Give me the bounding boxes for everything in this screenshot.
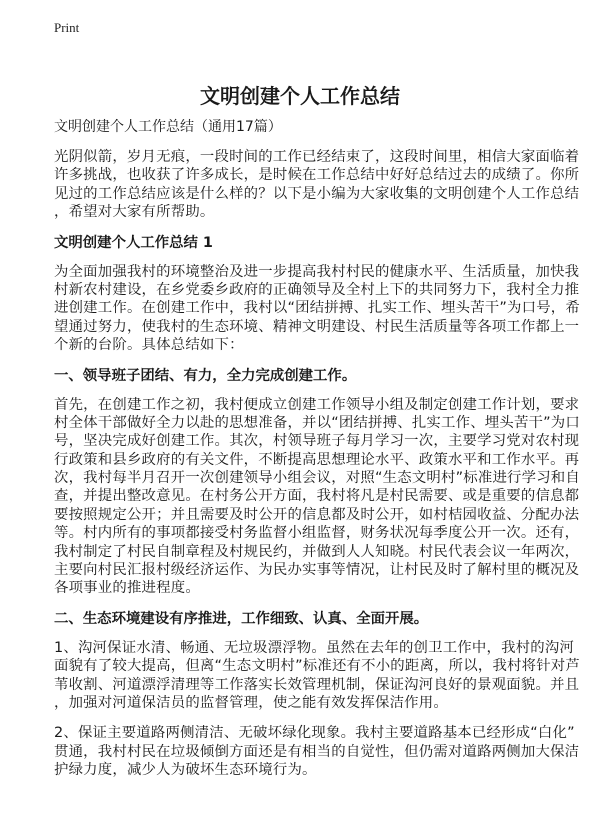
text-line: 苇收割、河道漂浮清理等工作落实长效管理机制，保证沟河良好的景观面貌。并且 — [54, 676, 580, 693]
text-line: 贯通，我村村民在垃圾倾倒方面还是有相当的自觉性，但仍需对道路两侧加大保洁 — [54, 743, 580, 760]
text-line: 我村制定了村民自制章程及村规民约，并做到人人知晓。村民代表会议一年两次， — [54, 543, 580, 560]
text-line: ，加强对河道保洁员的监督管理，使之能有效发挥保洁作用。 — [54, 694, 448, 711]
text-line: 村全体干部做好全力以赴的思想准备，并以“团结拼搏、扎实工作、埋头苦干”为口 — [54, 414, 580, 431]
text-line: 为全面加强我村的环境整治及进一步提高我村村民的健康水平、生活质量，加快我 — [54, 263, 580, 280]
text-line: 面貌有了较大提高，但离“生态文明村”标准还有不小的距离，所以，我村将针对芦 — [54, 658, 580, 675]
paragraph-4 — [54, 724, 580, 779]
text-line: 等。村内所有的事项都接受村务监督小组监督，财务状况每季度公开一次。还有， — [54, 525, 580, 542]
text-line: 2、保证主要道路两侧清洁、无破坏绿化现象。我村主要道路基本已经形成“白化” — [54, 725, 575, 742]
text-line: 护绿力度，减少人为破坏生态环境行为。 — [54, 762, 317, 779]
print-link[interactable]: Print — [54, 20, 80, 35]
text-line: 个新的台阶。具体总结如下： — [54, 337, 244, 354]
heading-2: 二、生态环境建设有序推进，工作细致、认真、全面开展。 — [54, 610, 429, 627]
paragraph-2 — [54, 396, 580, 598]
text-line: 查，并提出整改意见。在村务公开方面，我村将凡是村民需要、或是重要的信息都 — [54, 488, 580, 505]
document-body — [54, 118, 580, 792]
text-line: 见过的工作总结应该是什么样的？以下是小编为大家收集的文明创建个人工作总结 — [54, 185, 580, 202]
document-subtitle: 文明创建个人工作总结（通用17篇） — [54, 119, 282, 135]
text-line: 进创建工作。在创建工作中，我村以“团结拼搏、扎实工作、埋头苦干”为口号，希 — [54, 300, 580, 317]
paragraph-3 — [54, 639, 580, 713]
text-line: 村新农村建设，在乡党委乡政府的正确领导及全村上下的共同努力下，我村全力推 — [54, 281, 580, 298]
text-line: 要按照规定公开；并且需要及时公开的信息都及时公开，如村桔园收益、分配办法 — [54, 506, 580, 523]
text-line: 光阴似箭，岁月无痕，一段时间的工作已经结束了，这段时间里，相信大家面临着 — [54, 149, 580, 165]
heading-1: 一、领导班子团结、有力，全力完成创建工作。 — [54, 367, 357, 384]
text-line: 行政策和县乡政府的有关文件，不断提高思想理论水平、政策水平和工作水平。再 — [54, 451, 580, 468]
text-line: 首先，在创建工作之初，我村便成立创建工作领导小组及制定创建工作计划，要求 — [54, 396, 580, 413]
text-line: 号，坚决完成好创建工作。其次，村领导班子每月学习一次，主要学习党对农村现 — [54, 433, 580, 450]
text-line: 主要向村民汇报村级经济运作、为民办实事等情况，让村民及时了解村里的概况及 — [54, 562, 580, 579]
text-line: 次，我村每半月召开一次创建领导小组会议，对照“生态文明村”标准进行学习和自 — [54, 470, 580, 487]
text-line: 1、沟河保证水清、畅通、无垃圾漂浮物。虽然在去年的创卫工作中，我村的沟河 — [54, 639, 575, 656]
intro-paragraph — [54, 148, 580, 222]
page-title: 文明创建个人工作总结 — [200, 84, 400, 108]
text-line: 许多挑战，也收获了许多成长，是时候在工作总结中好好总结过去的成绩了。你所 — [54, 167, 580, 184]
text-line: 各项事业的推进程度。 — [54, 580, 200, 597]
section-heading: 文明创建个人工作总结 1 — [54, 234, 213, 251]
paragraph-1 — [54, 263, 580, 355]
text-line: 望通过努力，使我村的生态环境、精神文明建设、村民生活质量等各项工作都上一 — [54, 318, 580, 335]
text-line: ，希望对大家有所帮助。 — [54, 204, 215, 221]
